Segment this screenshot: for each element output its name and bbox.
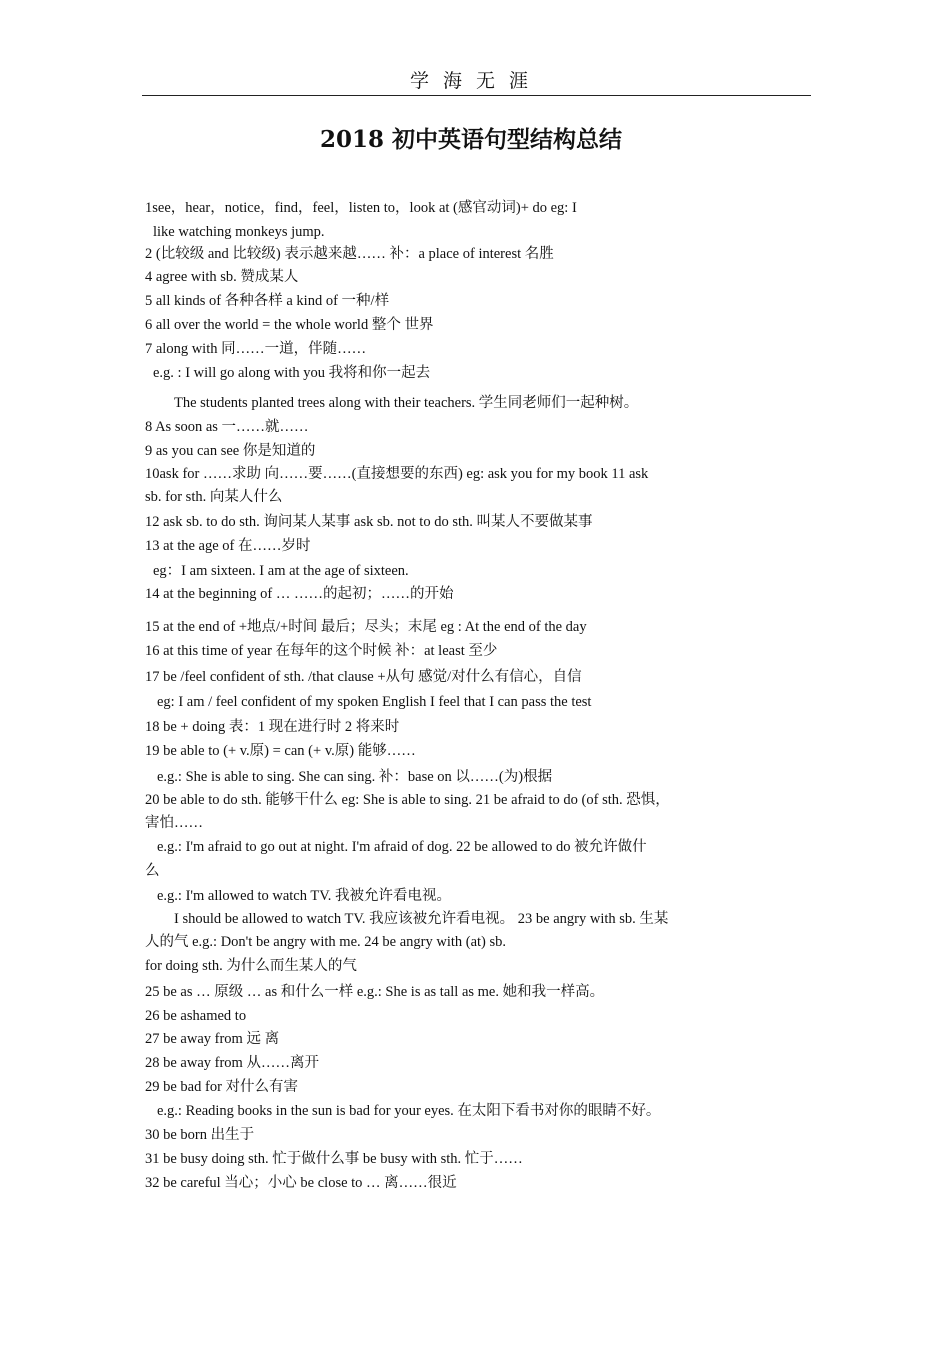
text-line: I should be allowed to watch TV. 我应该被允许看电视。 23 be angry with sb. 生某 <box>174 911 669 927</box>
text-line: 17 be /feel confident of sth. /that clause +从句 感觉/对什么有信心，自信 <box>145 669 582 685</box>
text-line: 25 be as … 原级 … as 和什么一样 e.g.: She is as tall as me. 她和我一样高。 <box>145 984 605 1000</box>
text-line: e.g.: She is able to sing. She can sing. 补：base on 以……(为)根据 <box>157 769 553 785</box>
text-line: 20 be able to do sth. 能够干什么 eg: She is able to sing. 21 be afraid to do (of sth. 恐惧， <box>145 792 670 808</box>
page-header: 学海无涯 <box>409 70 542 92</box>
text-line: 18 be + doing 表：1 现在进行时 2 将来时 <box>145 719 400 735</box>
text-line: 6 all over the world = the whole world 整个 世界 <box>145 317 434 333</box>
text-line: 人的气 e.g.: Don't be angry with me. 24 be angry with (at) sb. <box>145 934 507 950</box>
text-line: e.g.: Reading books in the sun is bad for your eyes. 在太阳下看书对你的眼睛不好。 <box>157 1103 661 1119</box>
text-line: eg：I am sixteen. I am at the age of sixteen. <box>153 563 409 579</box>
text-line: 28 be away from 从……离开 <box>145 1055 319 1071</box>
text-line: 30 be born 出生于 <box>145 1127 255 1143</box>
text-line: e.g.: I'm allowed to watch TV. 我被允许看电视。 <box>157 888 452 904</box>
text-line: 1see，hear，notice，find，feel，listen to，look at (感官动词)+ do eg: I <box>145 200 577 216</box>
text-line: 害怕…… <box>145 815 203 831</box>
text-line: 12 ask sb. to do sth. 询问某人某事 ask sb. not to do sth. 叫某人不要做某事 <box>145 514 593 530</box>
text-line: e.g.: I'm afraid to go out at night. I'm afraid of dog. 22 be allowed to do 被允许做什 <box>157 839 647 855</box>
text-line: like watching monkeys jump. <box>153 224 325 240</box>
text-line: 9 as you can see 你是知道的 <box>145 443 316 459</box>
text-line: 32 be careful 当心；小心 be close to … 离……很近 <box>145 1175 457 1191</box>
text-line: 16 at this time of year 在每年的这个时候 补：at least 至少 <box>145 643 498 659</box>
text-line: for doing sth. 为什么而生某人的气 <box>145 958 357 974</box>
text-line: 5 all kinds of 各种各样 a kind of 一种/样 <box>145 293 390 309</box>
document-title: 2018 初中英语句型结构总结 <box>320 126 623 153</box>
text-line: 29 be bad for 对什么有害 <box>145 1079 299 1095</box>
text-line: 31 be busy doing sth. 忙于做什么事 be busy with sth. 忙于…… <box>145 1151 523 1167</box>
text-line: 14 at the beginning of … ……的起初；……的开始 <box>145 586 454 602</box>
text-line: 2 (比较级 and 比较级) 表示越来越…… 补：a place of interest 名胜 <box>145 246 554 262</box>
text-line: 4 agree with sb. 赞成某人 <box>145 269 299 285</box>
header-rule <box>142 95 811 96</box>
text-line: 7 along with 同……一道，伴随…… <box>145 341 367 357</box>
text-line: The students planted trees along with their teachers. 学生同老师们一起种树。 <box>174 395 639 411</box>
text-line: sb. for sth. 向某人什么 <box>145 489 283 505</box>
text-line: e.g. : I will go along with you 我将和你一起去 <box>153 365 431 381</box>
text-line: eg: I am / feel confident of my spoken English I feel that I can pass the test <box>157 694 592 710</box>
text-line: 27 be away from 远 离 <box>145 1031 280 1047</box>
text-line: 10ask for ……求助 向……要……(直接想要的东西) eg: ask you for my book 11 ask <box>145 466 649 482</box>
text-line: 13 at the age of 在……岁时 <box>145 538 311 554</box>
text-line: 15 at the end of +地点/+时间 最后；尽头；末尾 eg : At the end of the day <box>145 619 587 635</box>
text-line: 19 be able to (+ v.原) = can (+ v.原) 能够…… <box>145 743 416 759</box>
text-line: 么 <box>145 863 160 879</box>
text-line: 8 As soon as 一……就…… <box>145 419 309 435</box>
text-line: 26 be ashamed to <box>145 1008 247 1024</box>
